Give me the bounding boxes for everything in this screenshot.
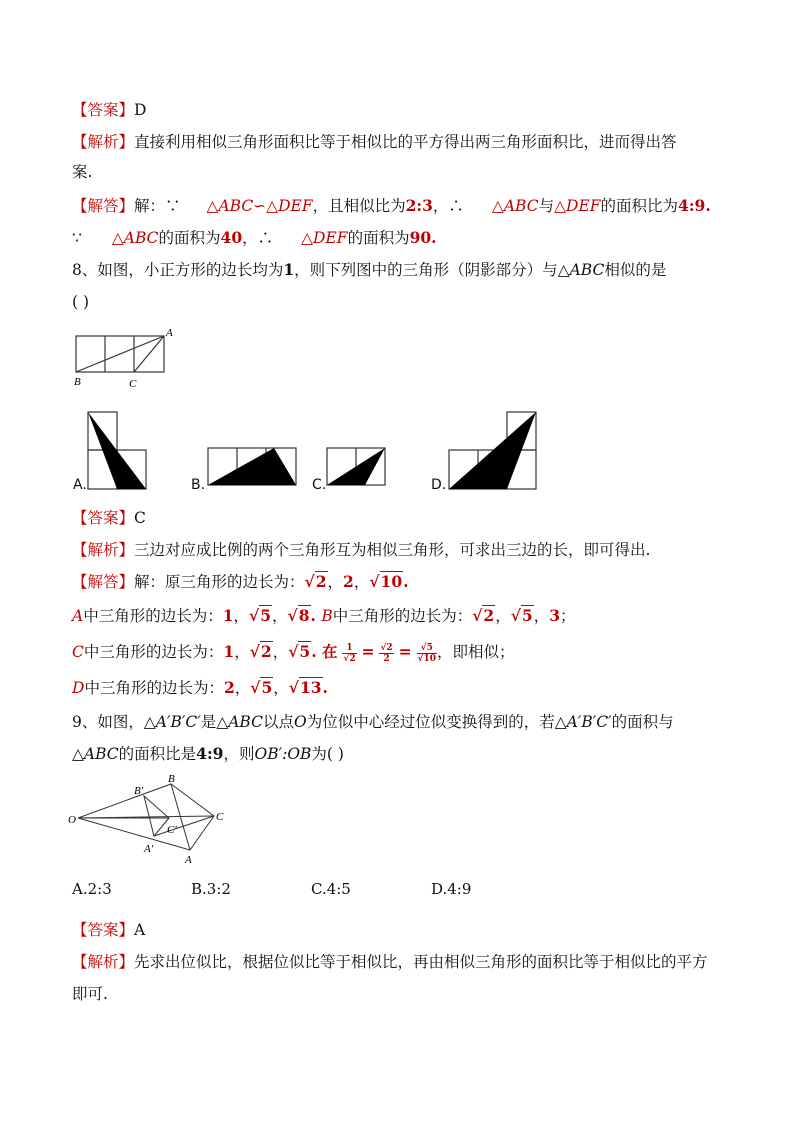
- q9-stem2: [72, 742, 344, 766]
- analysis-text-cont: 案.: [72, 163, 93, 181]
- q7-analysis-line2: [72, 160, 92, 184]
- analysis-tag: 【解析】: [72, 953, 135, 971]
- equals: =: [361, 642, 375, 661]
- sqrt: √5: [288, 642, 311, 661]
- sqrt: √10: [369, 572, 403, 591]
- sqrt: √13: [288, 678, 322, 697]
- stem-text: 的面积与: [611, 713, 674, 731]
- q8-analysis-line: [72, 538, 650, 562]
- solution-text: ，: [273, 679, 289, 697]
- label-b: B: [74, 376, 81, 388]
- solution-text: 中三角形的边长为：: [83, 643, 224, 661]
- math: OB′:OB: [254, 745, 312, 763]
- solution-text: 与: [538, 197, 555, 215]
- math: 4:9: [196, 744, 224, 763]
- stem-text: 相似的是: [604, 261, 667, 279]
- option-b[interactable]: B.3:2: [191, 880, 231, 898]
- math: A: [72, 607, 84, 625]
- option-a-label[interactable]: A.: [73, 477, 87, 493]
- solution-text: 的面积为: [347, 229, 410, 247]
- sqrt: √2: [249, 642, 272, 661]
- fraction: $\frac{√2}{2}$: [380, 642, 393, 664]
- label-c: C: [216, 811, 224, 823]
- math: 4:9.: [678, 196, 711, 215]
- solution-text: 的面积为: [158, 229, 221, 247]
- q9-answer-line: [72, 918, 145, 942]
- solution-text: ，: [234, 679, 251, 697]
- label-b-prime: B′: [134, 785, 144, 797]
- q8-answer-line: [72, 506, 146, 530]
- math: 2: [223, 678, 235, 697]
- solution-text: ，∴: [242, 229, 274, 247]
- shaded-triangle: [208, 448, 296, 485]
- math: △DEF: [301, 229, 348, 247]
- solution-text: ，且相似比为: [312, 197, 406, 215]
- q7-solution-line2: [72, 226, 437, 250]
- segment-ca: [134, 336, 164, 372]
- solution-text: ，: [233, 607, 250, 625]
- math: C: [72, 643, 84, 661]
- option-d-label[interactable]: D.: [431, 477, 447, 493]
- q7-answer-line: [72, 98, 146, 122]
- q7-solution-line: [72, 194, 711, 218]
- stem-text: 为位似中心经过位似变换得到的，若: [306, 713, 555, 731]
- math: △ABC: [216, 713, 263, 731]
- q8-paren: [72, 290, 89, 314]
- stem-text: 的面积比是: [118, 745, 197, 763]
- fraction: $\frac{1}{√2}$: [343, 642, 356, 664]
- solution-text: ∵: [72, 229, 82, 247]
- math: O: [293, 713, 307, 731]
- math: △ABC∽△DEF: [206, 197, 313, 215]
- stem-text: ，则: [223, 745, 255, 763]
- q9-analysis-line2: [72, 982, 108, 1006]
- q8-line-d: [72, 676, 328, 700]
- q8-line-a: [72, 604, 576, 628]
- answer-tag: 【答案】: [72, 509, 135, 527]
- label-b: B: [168, 773, 175, 785]
- sqrt: √2: [304, 572, 327, 591]
- segment-ba: [76, 336, 164, 372]
- solution-text: ，: [272, 607, 288, 625]
- math: .: [403, 572, 409, 591]
- solution-text: ，∴: [432, 197, 464, 215]
- math: △ABC: [111, 229, 159, 247]
- q7-analysis-line: [72, 130, 677, 154]
- math: 2: [343, 572, 354, 591]
- option-d[interactable]: D.4:9: [431, 880, 472, 898]
- math: . 在: [311, 642, 338, 661]
- option-b-label[interactable]: B.: [191, 477, 206, 493]
- option-a-figure: [86, 410, 148, 492]
- analysis-text: 三边对应成比例的两个三角形互为相似三角形，可求出三边的长，即可得出.: [134, 541, 651, 559]
- option-a[interactable]: A.2:3: [72, 880, 112, 898]
- math: △A′B′C′: [143, 713, 201, 731]
- math: △ABC: [72, 745, 119, 763]
- math: 1: [222, 606, 234, 625]
- solution-text: ，: [495, 607, 511, 625]
- sqrt: √5: [250, 678, 273, 697]
- math: 2:3: [405, 196, 433, 215]
- analysis-text: 先求出位似比，根据位似比等于相似比，再由相似三角形的面积比等于相似比的平方: [134, 953, 708, 971]
- answer-blank: ( ): [72, 293, 90, 311]
- solution-text: ，即相似；: [437, 643, 515, 661]
- analysis-text: 直接利用相似三角形面积比等于相似比的平方得出两三角形面积比，进而得出答: [134, 133, 677, 151]
- q9-stem: [72, 710, 674, 734]
- label-c: C: [129, 378, 137, 390]
- label-a: A: [185, 854, 192, 866]
- option-c-label[interactable]: C.: [312, 477, 327, 493]
- solution-text: ，: [272, 643, 289, 661]
- math: 1: [283, 260, 295, 279]
- q9-figure: [66, 770, 236, 868]
- answer-tag: 【答案】: [72, 101, 135, 119]
- option-d-figure: [447, 410, 539, 492]
- math: .: [322, 678, 328, 697]
- math: △ABC: [491, 197, 539, 215]
- stem-text: 8、如图，小正方形的边长均为: [72, 261, 284, 279]
- sqrt: √5: [249, 606, 272, 625]
- sqrt: √8: [287, 606, 310, 625]
- q8-solution-line: [72, 570, 409, 594]
- solution-text: ；: [560, 607, 576, 625]
- option-c[interactable]: C.4:5: [311, 880, 351, 898]
- ray-ob: [78, 784, 171, 818]
- solution-text: 的面积比为: [600, 197, 679, 215]
- answer-value: A: [134, 921, 146, 939]
- math: △ABC: [557, 261, 605, 279]
- option-b-figure: [206, 446, 298, 488]
- math: .: [310, 606, 322, 625]
- math: B: [321, 607, 333, 625]
- stem-text: 以点: [262, 713, 294, 731]
- analysis-text-cont: 即可.: [72, 985, 108, 1003]
- math: 40: [220, 228, 243, 247]
- analysis-tag: 【解析】: [72, 541, 135, 559]
- solution-text: 中三角形的边长为：: [84, 679, 224, 697]
- math: 1: [223, 642, 235, 661]
- math: D: [72, 679, 85, 697]
- sqrt: √5: [510, 606, 533, 625]
- math: △DEF: [554, 197, 601, 215]
- q8-line-c: [72, 640, 515, 664]
- option-c-figure: [325, 446, 387, 488]
- label-a-prime: A′: [144, 843, 154, 855]
- solution-text: ，: [533, 607, 550, 625]
- solution-tag: 【解答】: [72, 197, 135, 215]
- label-o: O: [68, 814, 76, 826]
- solution-text: 解：∵: [134, 197, 181, 215]
- stem-text: 是: [200, 713, 217, 731]
- solution-text: 中三角形的边长为：: [83, 607, 223, 625]
- fraction: $\frac{√5}{√10}$: [417, 642, 436, 664]
- math: 3: [549, 606, 561, 625]
- q9-analysis-line: [72, 950, 708, 974]
- solution-tag: 【解答】: [72, 573, 135, 591]
- analysis-tag: 【解析】: [72, 133, 135, 151]
- solution-text: ，: [353, 573, 370, 591]
- math: 90.: [409, 228, 437, 247]
- answer-tag: 【答案】: [72, 921, 135, 939]
- q8-main-figure: [72, 326, 182, 394]
- solution-text: 解：原三角形的边长为：: [134, 573, 305, 591]
- label-c-prime: C′: [167, 824, 177, 836]
- label-a: A: [166, 327, 173, 339]
- q8-stem: [72, 258, 666, 282]
- equals: =: [398, 642, 412, 661]
- solution-text: 中三角形的边长为：: [332, 607, 473, 625]
- stem-text: 9、如图，: [72, 713, 144, 731]
- math: △A′B′C′: [554, 713, 612, 731]
- triangle-a1b1c1: [144, 796, 169, 836]
- stem-text: ，则下列图中的三角形（阴影部分）与: [294, 261, 558, 279]
- answer-value: D: [134, 101, 147, 119]
- sqrt: √2: [472, 606, 495, 625]
- stem-text: 为( ): [311, 745, 344, 763]
- answer-value: C: [134, 509, 146, 527]
- solution-text: ，: [234, 643, 250, 661]
- solution-text: ，: [327, 573, 344, 591]
